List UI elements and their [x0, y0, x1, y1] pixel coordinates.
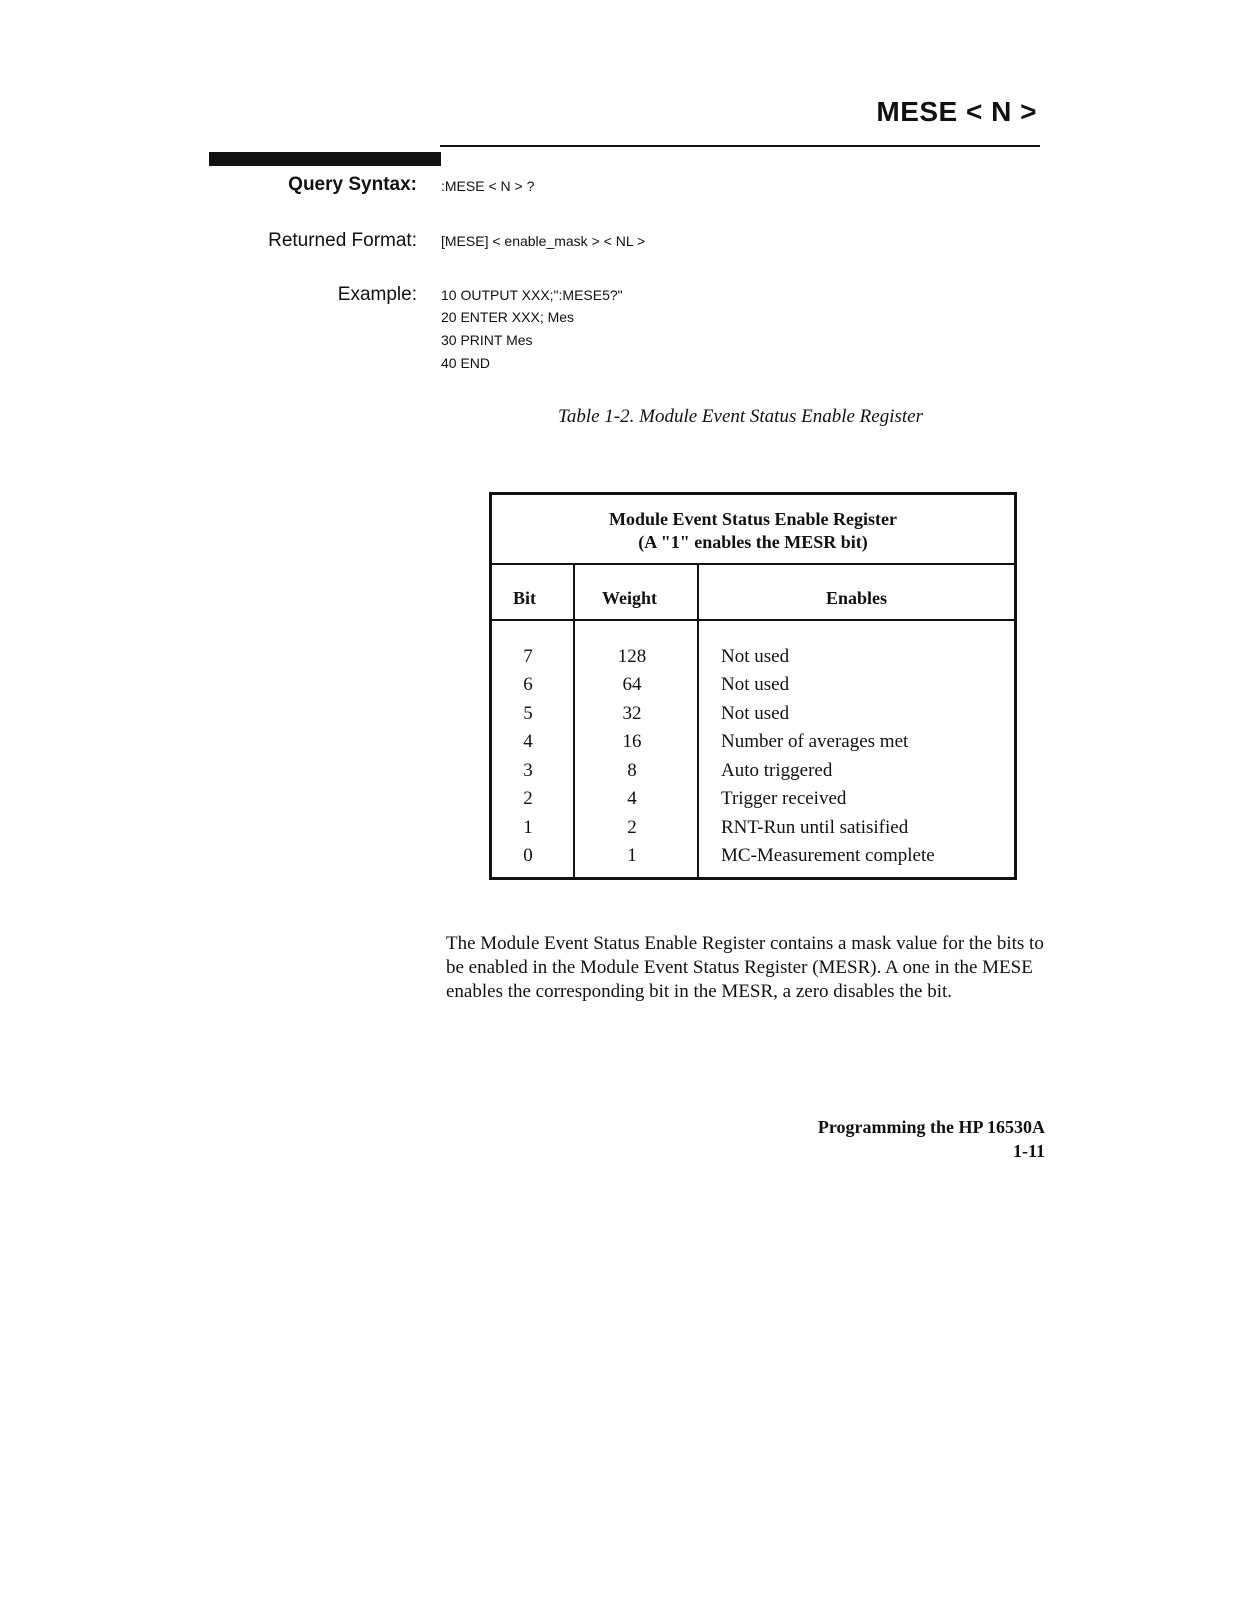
table-heading-subtitle: (A "1" enables the MESR bit) [638, 532, 868, 552]
example-line: 30 PRINT Mes [441, 332, 533, 348]
bit-cell: 1 [523, 817, 533, 838]
query-syntax-value: :MESE < N > ? [441, 178, 535, 194]
table-row [492, 788, 1014, 816]
enables-cell: Not used [721, 674, 790, 695]
table-caption: Table 1-2. Module Event Status Enable Register [558, 406, 923, 427]
description-paragraph: The Module Event Status Enable Register contains a mask value for the bits to be enabled in the Module Event Status Register (MESR). A one in the MESE enables the corresponding bit in the MESR, a zero disables the bit. [446, 933, 1044, 1002]
header-rule-bar [209, 152, 441, 166]
footer-title: Programming the HP 16530A [817, 1117, 1045, 1137]
example-line: 40 END [441, 355, 491, 371]
weight-cell: 4 [627, 788, 637, 809]
bit-cell: 5 [523, 703, 533, 724]
header-rule [440, 145, 1040, 147]
example-line: 20 ENTER XXX; Mes [441, 309, 575, 325]
table-row [492, 703, 1014, 731]
bit-cell: 3 [523, 760, 533, 781]
table-row [492, 817, 1014, 845]
enables-cell: Number of averages met [721, 731, 909, 752]
returned-format-value: [MESE] < enable_mask > < NL > [441, 233, 646, 249]
table-row [492, 845, 1014, 873]
weight-cell: 64 [622, 674, 642, 695]
enables-cell: Not used [721, 646, 790, 667]
enables-cell: RNT-Run until satisified [721, 817, 909, 838]
bit-cell: 2 [523, 788, 533, 809]
table-row [492, 731, 1014, 759]
column-header-weight: Weight [602, 588, 658, 608]
weight-cell: 16 [622, 731, 642, 752]
weight-cell: 128 [617, 646, 647, 667]
enables-cell: Auto triggered [721, 760, 833, 781]
enables-cell: MC-Measurement complete [721, 845, 935, 866]
example-label: Example: [337, 284, 417, 305]
bit-cell: 4 [523, 731, 533, 752]
table-row [492, 674, 1014, 702]
bit-cell: 7 [523, 646, 533, 667]
weight-cell: 2 [627, 817, 637, 838]
bit-cell: 6 [523, 674, 533, 695]
column-header-enables: Enables [826, 588, 888, 608]
register-table [489, 492, 1017, 880]
query-syntax-label: Query Syntax: [288, 174, 417, 195]
weight-cell: 1 [627, 845, 637, 866]
table-row [492, 760, 1014, 788]
page-title: MESE < N > [876, 96, 1037, 127]
enables-cell: Not used [721, 703, 790, 724]
column-header-bit: Bit [513, 588, 537, 608]
bit-cell: 0 [523, 845, 533, 866]
weight-cell: 8 [627, 760, 637, 781]
header-divider [492, 619, 1014, 621]
returned-format-label: Returned Format: [268, 230, 417, 251]
table-row [492, 646, 1014, 674]
example-line: 10 OUTPUT XXX;":MESE5?" [441, 287, 623, 303]
page-number: 1-11 [1012, 1141, 1045, 1161]
enables-cell: Trigger received [721, 788, 847, 809]
table-heading [492, 495, 1014, 565]
table-heading-title: Module Event Status Enable Register [609, 509, 897, 529]
weight-cell: 32 [622, 703, 642, 724]
